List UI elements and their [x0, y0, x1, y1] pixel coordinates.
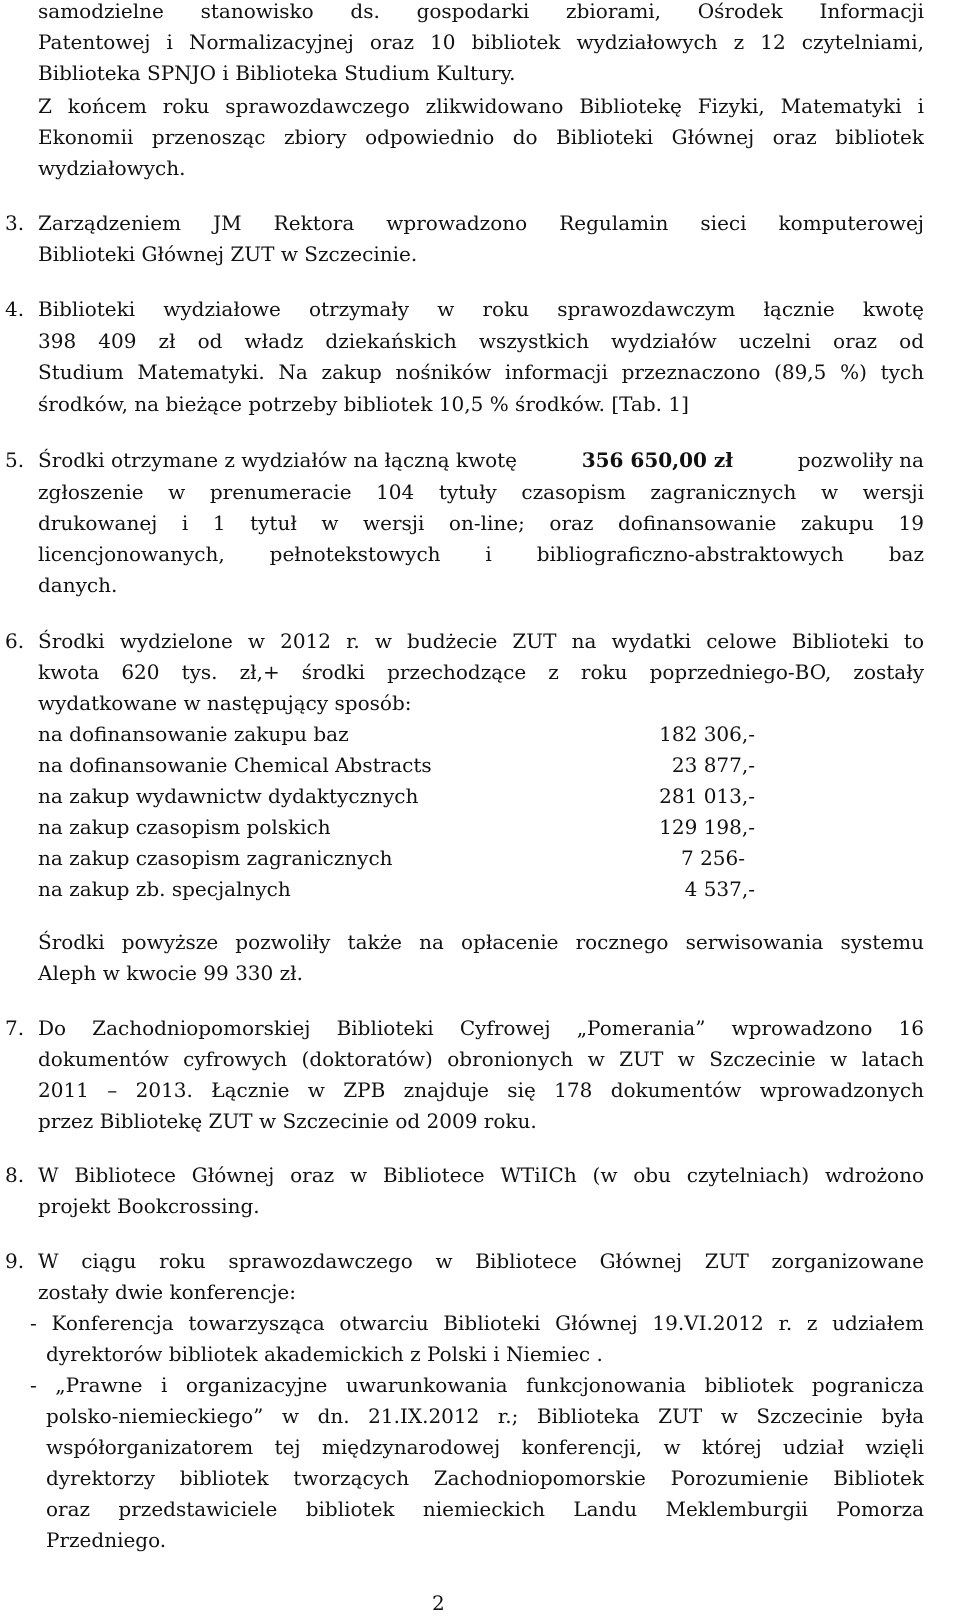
text-line: dokumentów cyfrowych (doktoratów) obronionych w ZUT w Szczecinie w latach [38, 1047, 924, 1071]
text-line: 2011 – 2013. Łącznie w ZPB znajduje się 178 dokumentów wprowadzonych [38, 1078, 924, 1102]
text-line: Aleph w kwocie 99 330 zł. [38, 961, 303, 985]
list-number: 8. [5, 1163, 25, 1187]
list-number: 3. [5, 211, 25, 235]
text-line: Przedniego. [46, 1528, 167, 1552]
text-line: Z końcem roku sprawozdawczego zlikwidowano Bibliotekę Fizyki, Matematyki i [38, 94, 924, 118]
text-line: Do Zachodniopomorskiej Biblioteki Cyfrowej „Pomerania” wprowadzono 16 [38, 1016, 924, 1040]
text-line: danych. [38, 573, 118, 597]
text-line: W ciągu roku sprawozdawczego w Bibliotece Głównej ZUT zorganizowane [38, 1249, 924, 1273]
text-span: pozwoliły na [797, 448, 924, 472]
text-line: współorganizatorem tej międzynarodowej konferencji, w której udział wzięli [46, 1435, 924, 1459]
text-span: Środki otrzymane z wydziałów na łączną kwotę [38, 448, 518, 472]
list-number: 7. [5, 1016, 25, 1040]
text-line: wydziałowych. [38, 156, 186, 180]
list-number: 6. [5, 629, 25, 653]
text-line: oraz przedstawiciele bibliotek niemieckich Landu Meklemburgii Pomorza [46, 1497, 924, 1521]
text-line: Środki powyższe pozwoliły także na opłacenie rocznego serwisowania systemu [38, 930, 924, 954]
expense-label: na dofinansowanie Chemical Abstracts [38, 753, 432, 777]
expense-label: na dofinansowanie zakupu baz [38, 722, 349, 746]
text-line: Studium Matematyki. Na zakup nośników informacji przeznaczono (89,5 %) tych [38, 360, 924, 384]
expense-label: na zakup wydawnictw dydaktycznych [38, 784, 419, 808]
text-line: - „Prawne i organizacyjne uwarunkowania funkcjonowania bibliotek pogranicza [30, 1373, 924, 1397]
text-line: drukowanej i 1 tytuł w wersji on-line; oraz dofinansowanie zakupu 19 [38, 511, 924, 535]
expense-amount: 4 537,- [684, 877, 755, 901]
expense-label: na zakup czasopism zagranicznych [38, 846, 393, 870]
page-number: 2 [432, 1591, 445, 1615]
text-line: 398 409 zł od władz dziekańskich wszystkich wydziałów uczelni oraz od [38, 329, 924, 353]
text-line: dyrektorzy bibliotek tworzących Zachodniopomorskie Porozumienie Bibliotek [46, 1466, 924, 1490]
text-line: wydatkowane w następujący sposób: [38, 691, 412, 715]
list-number: 4. [5, 297, 25, 321]
list-number: 5. [5, 448, 25, 472]
expense-label: na zakup czasopism polskich [38, 815, 331, 839]
text-line: - Konferencja towarzysząca otwarciu Biblioteki Głównej 19.VI.2012 r. z udziałem [30, 1311, 924, 1335]
text-line: polsko-niemieckiego” w dn. 21.IX.2012 r.; Biblioteka ZUT w Szczecinie była [46, 1404, 924, 1428]
text-line: W Bibliotece Głównej oraz w Bibliotece WTiICh (w obu czytelniach) wdrożono [38, 1163, 924, 1187]
text-line: przez Bibliotekę ZUT w Szczecinie od 2009 roku. [38, 1109, 537, 1133]
text-line: Biblioteki Głównej ZUT w Szczecinie. [38, 242, 418, 266]
text-line: Patentowej i Normalizacyjnej oraz 10 bibliotek wydziałowych z 12 czytelniami, [38, 30, 924, 54]
expense-label: na zakup zb. specjalnych [38, 877, 291, 901]
text-line [38, 445, 924, 475]
text-line: samodzielne stanowisko ds. gospodarki zbiorami, Ośrodek Informacji [38, 0, 924, 23]
text-line: zostały dwie konferencje: [38, 1280, 296, 1304]
text-line: projekt Bookcrossing. [38, 1194, 260, 1218]
expense-amount: 182 306,- [659, 722, 755, 746]
total-amount: 356 650,00 zł [581, 448, 733, 472]
text-line: licencjonowanych, pełnotekstowych i bibliograficzno-abstraktowych baz [38, 542, 924, 566]
text-line: kwota 620 tys. zł,+ środki przechodzące z roku poprzedniego-BO, zostały [38, 660, 924, 684]
text-line: zgłoszenie w prenumeracie 104 tytuły czasopism zagranicznych w wersji [38, 480, 924, 504]
text-line: Biblioteka SPNJO i Biblioteka Studium Kultury. [38, 61, 516, 85]
expense-amount: 23 877,- [671, 753, 755, 777]
text-line: dyrektorów bibliotek akademickich z Polski i Niemiec . [46, 1342, 603, 1366]
expense-amount: 7 256- [680, 846, 745, 870]
expense-amount: 281 013,- [659, 784, 755, 808]
text-line: środków, na bieżące potrzeby bibliotek 10,5 % środków. [Tab. 1] [38, 392, 689, 416]
list-number: 9. [5, 1249, 25, 1273]
text-line: Środki wydzielone w 2012 r. w budżecie ZUT na wydatki celowe Biblioteki to [38, 629, 924, 653]
text-line: Zarządzeniem JM Rektora wprowadzono Regulamin sieci komputerowej [38, 211, 924, 235]
expense-amount: 129 198,- [659, 815, 755, 839]
text-line: Ekonomii przenosząc zbiory odpowiednio do Biblioteki Głównej oraz bibliotek [38, 125, 924, 149]
text-line: Biblioteki wydziałowe otrzymały w roku sprawozdawczym łącznie kwotę [38, 297, 924, 321]
